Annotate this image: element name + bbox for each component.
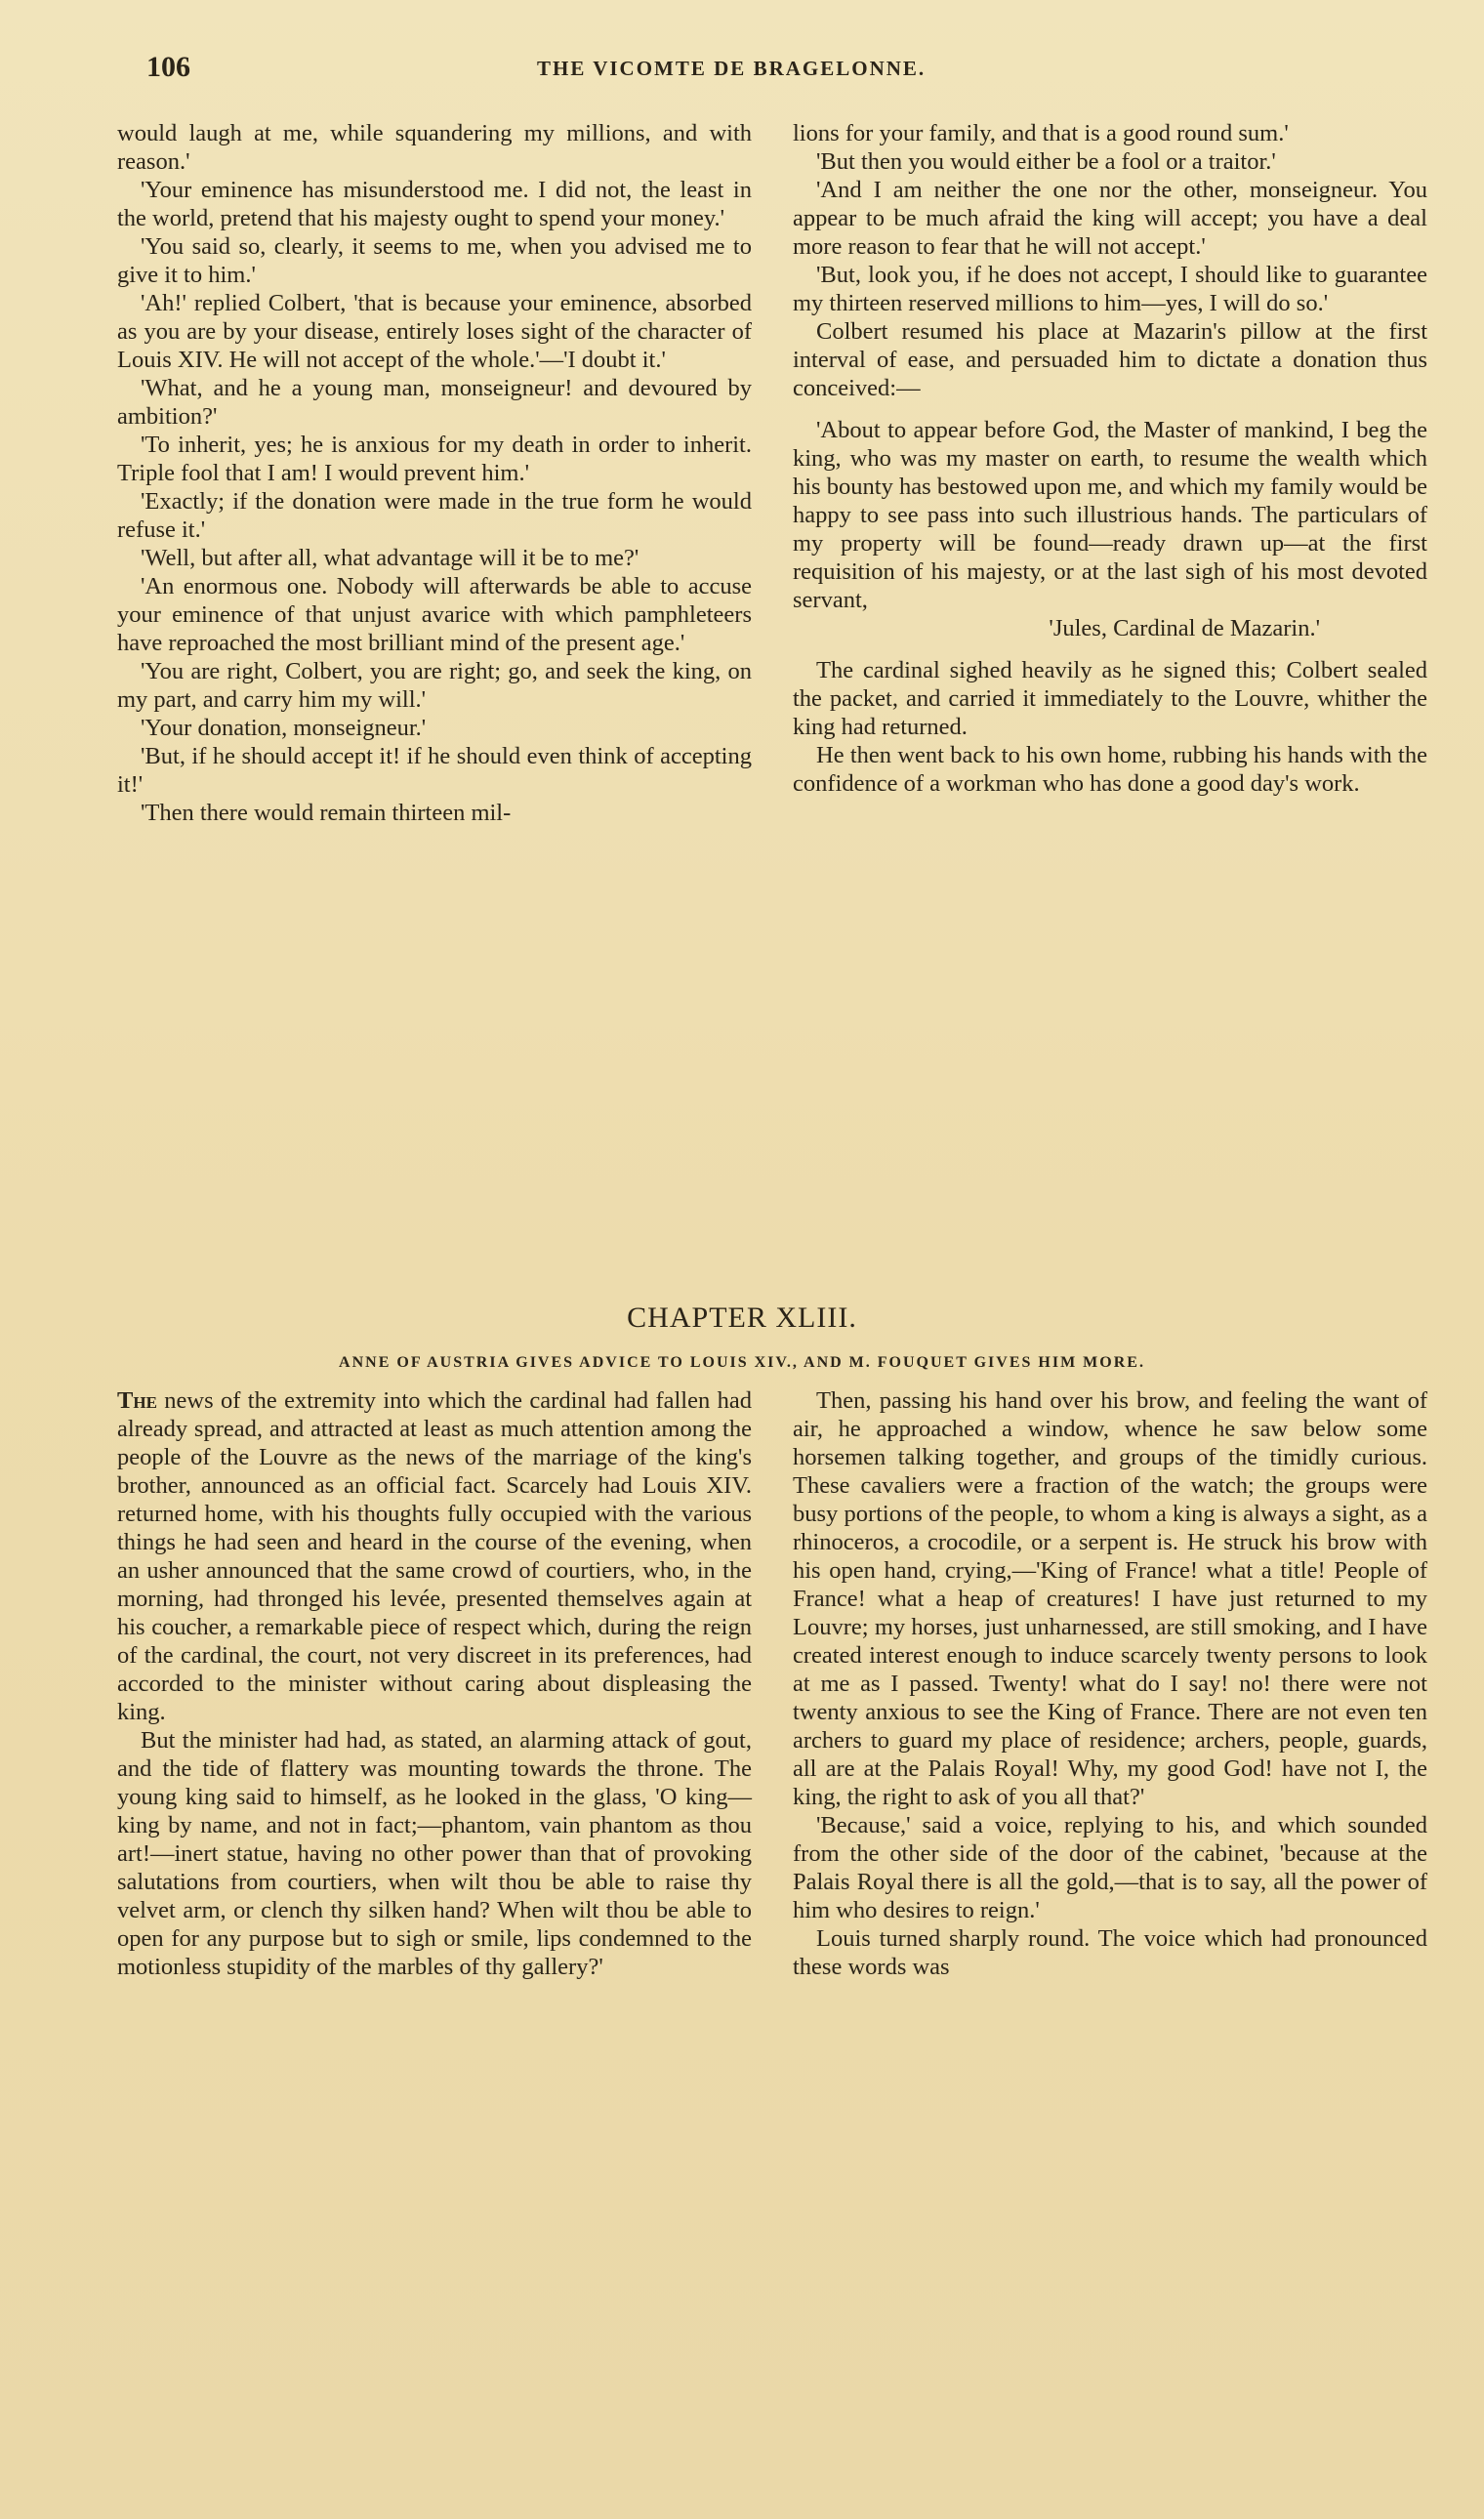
paragraph: 'But then you would either be a fool or a traitor.'	[816, 148, 1276, 175]
paragraph: 'Then there would remain thirteen mil-	[141, 800, 512, 826]
paragraph: 'To inherit, yes; he is anxious for my death in order to inherit. Triple fool that I am! I would prevent him.'	[117, 432, 752, 486]
paragraph: 'Because,' said a voice, replying to his, and which sounded from the other side of the door of the cabinet, 'because at the Palais Royal there is all the gold,—that is to say, all the power of him who desires to reign.'	[793, 1812, 1427, 1923]
paragraph: 'You are right, Colbert, you are right; go, and seek the king, on my part, and carry him my will.'	[117, 658, 752, 713]
donation-letter: 'About to appear before God, the Master of mankind, I beg the king, who was my master on earth, to resume the wealth which his bounty has bestowed upon me, and which my family would be happy to see pass into such illustrious hands. The particulars of my property will be found—ready drawn up—at the first requisition of his majesty, or at the last sigh of his most devoted servant,	[793, 417, 1427, 613]
paragraph: 'Ah!' replied Colbert, 'that is because your eminence, absorbed as you are by your disease, entirely loses sight of the character of Louis XIV. He will not accept of the whole.'—'I doubt it.'	[117, 290, 752, 373]
paragraph: He then went back to his own home, rubbing his hands with the confidence of a workman who has done a good day's work.	[793, 742, 1427, 797]
paragraph: would laugh at me, while squandering my millions, and with reason.'	[117, 120, 752, 175]
chapter-subtitle: ANNE OF AUSTRIA GIVES ADVICE TO LOUIS XIV., AND M. FOUQUET GIVES HIM MORE.	[339, 1354, 1145, 1371]
lower-left-column	[117, 1386, 752, 1981]
paragraph: 'Well, but after all, what advantage will it be to me?'	[141, 545, 639, 571]
opening-word: The	[117, 1387, 157, 1414]
upper-right-column	[793, 119, 1427, 798]
letter-signature: 'Jules, Cardinal de Mazarin.'	[1049, 615, 1320, 641]
chapter-title: CHAPTER XLIII.	[627, 1301, 857, 1334]
upper-left-column	[117, 119, 752, 827]
paragraph: 'But, look you, if he does not accept, I should like to guarantee my thirteen reserved millions to him—yes, I will do so.'	[793, 262, 1427, 316]
paragraph: 'Your donation, monseigneur.'	[141, 715, 427, 741]
lower-right-column	[793, 1386, 1427, 1981]
paragraph: 'And I am neither the one nor the other, monseigneur. You appear to be much afraid the king will accept; you have a deal more reason to fear that he will not accept.'	[793, 177, 1427, 260]
paragraph: 'An enormous one. Nobody will afterwards be able to accuse your eminence of that unjust avarice with which pamphleteers have reproached the most brilliant mind of the present age.'	[117, 573, 752, 656]
page-header	[146, 51, 1416, 90]
paragraph: Louis turned sharply round. The voice which had pronounced these words was	[793, 1925, 1427, 1980]
paragraph: 'Exactly; if the donation were made in the true form he would refuse it.'	[117, 488, 752, 543]
paragraph: lions for your family, and that is a good round sum.'	[793, 120, 1289, 146]
paragraph: 'But, if he should accept it! if he should even think of accepting it!'	[117, 743, 752, 798]
opening-text: news of the extremity into which the cardinal had fallen had already spread, and attracted at least as much attention among the people of the Louvre as the news of the marriage of the king's brother, announced as an official fact. Scarcely had Louis XIV. returned home, with his thoughts fully occupied with the various things he had seen and heard in the course of the evening, when an usher announced that the same crowd of courtiers, who, in the morning, had thronged his levée, presented themselves again at his coucher, a remarkable piece of respect which, during the reign of the cardinal, the court, not very discreet in its preferences, had accorded to the minister without caring about displeasing the king.	[117, 1387, 752, 1725]
page-number: 106	[146, 51, 190, 83]
running-title: THE VICOMTE DE BRAGELONNE.	[537, 57, 927, 80]
paragraph: 'You said so, clearly, it seems to me, when you advised me to give it to him.'	[117, 233, 752, 288]
opening-paragraph	[117, 1386, 752, 1726]
paragraph: Colbert resumed his place at Mazarin's pillow at the first interval of ease, and persuaded him to dictate a donation thus conceived:—	[793, 318, 1427, 401]
paragraph: 'What, and he a young man, monseigneur! and devoured by ambition?'	[117, 375, 752, 430]
paragraph: 'Your eminence has misunderstood me. I did not, the least in the world, pretend that his majesty ought to spend your money.'	[117, 177, 752, 231]
paragraph: The cardinal sighed heavily as he signed this; Colbert sealed the packet, and carried it immediately to the Louvre, whither the king had returned.	[793, 657, 1427, 740]
paragraph: But the minister had had, as stated, an alarming attack of gout, and the tide of flattery was mounting towards the throne. The young king said to himself, as he looked in the glass, 'O king—king by name, and not in fact;—phantom, vain phantom as thou art!—inert statue, having no other power than that of provoking salutations from courtiers, when wilt thou be able to raise thy velvet arm, or clench thy silken hand? When wilt thou be able to open for any purpose but to sigh or smile, lips condemned to the motionless stupidity of the marbles of thy gallery?'	[117, 1727, 752, 1980]
paragraph: Then, passing his hand over his brow, and feeling the want of air, he approached a window, whence he saw below some horsemen talking together, and groups of the timidly curious. These cavaliers were a fraction of the watch; the groups were busy portions of the people, to whom a king is always a sight, as a rhinoceros, a crocodile, or a serpent is. He struck his brow with his open hand, crying,—'King of France! what a title! People of France! what a heap of creatures! I have just returned to my Louvre; my horses, just unharnessed, are still smoking, and I have created interest enough to induce scarcely twenty persons to look at me as I passed. Twenty! what do I say! no! there were not twenty anxious to see the King of France. There are not even ten archers to guard my place of residence; archers, people, guards, all are at the Palais Royal! Why, my good God! have not I, the king, the right to ask of you all that?'	[793, 1387, 1427, 1810]
